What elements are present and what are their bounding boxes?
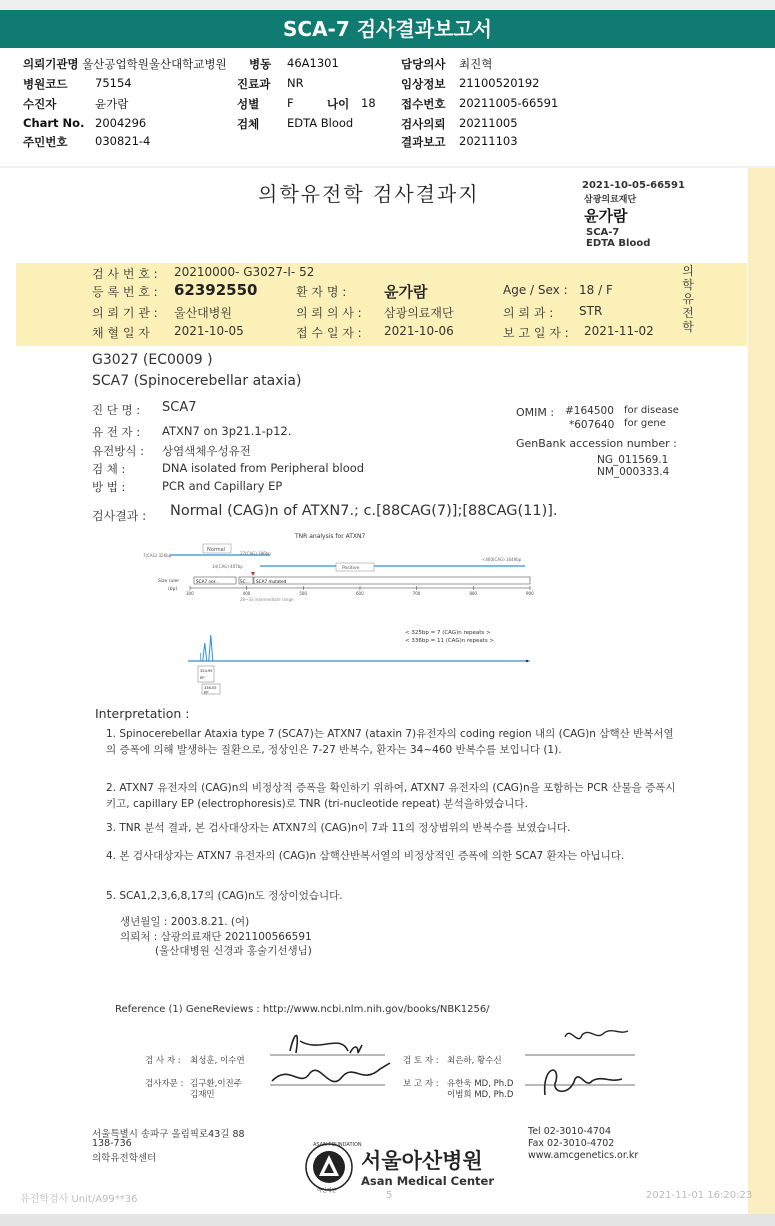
range-label: <460(CAG) 1649bp (482, 557, 522, 562)
reviewer: 최은하, 황수신 (447, 1056, 502, 1066)
chart-title: TNR analysis for ATXN7 (295, 533, 366, 540)
requester: 의뢰처 : 삼광의료재단 2021100566591 (120, 931, 312, 943)
ruler-tick-label: 800 (469, 591, 477, 596)
value: 울산대병원 (174, 306, 232, 320)
value: 46A1301 (287, 56, 339, 70)
tel: Tel 02-3010-4704 (528, 1126, 611, 1137)
positive-label: Positive (342, 566, 360, 571)
label: 의 뢰 의 사 : (296, 306, 362, 320)
postal-code: 138-736 (92, 1138, 132, 1149)
label: 진료과 (237, 77, 271, 91)
value: 18 (361, 96, 376, 110)
trace-endpoint (526, 660, 528, 662)
value: 75154 (95, 76, 132, 90)
value: 20211103 (459, 134, 518, 148)
label: 검체 (237, 117, 260, 131)
stamp-specimen: EDTA Blood (586, 238, 651, 249)
label: 의뢰기관명 (23, 57, 79, 71)
value: 20211005 (459, 116, 518, 130)
peak-label: 324.95 (200, 669, 213, 673)
seal-bottom-text: 아산재단 (317, 1188, 337, 1194)
footer-timestamp: 2021-11-01 16:20:23 (646, 1190, 753, 1201)
label: 등 록 번 호 : (92, 285, 158, 299)
range-label: 7(CAG) 326bp (143, 553, 172, 558)
label: 수진자 (23, 97, 57, 111)
label: 검 체 : (92, 462, 126, 476)
patient-name: 윤가람 (384, 283, 428, 301)
label: Age / Sex : (503, 283, 568, 297)
ruler-tick-label: 300 (186, 591, 194, 596)
bp-label: (bp) (168, 587, 178, 592)
reporter: 유한욱 MD, Ph.D (447, 1079, 514, 1089)
size-ruler-label: Size ruler (158, 579, 180, 584)
website: www.amcgenetics.or.kr (528, 1150, 639, 1161)
peak-label: EP (200, 676, 205, 680)
value: 윤가람 (95, 97, 129, 111)
label: 유전방식 : (92, 444, 144, 458)
birth-date: 생년월일 : 2003.8.21. (여) (120, 916, 250, 928)
signature-tester (290, 1035, 362, 1053)
label: 검사자문 : (145, 1079, 184, 1089)
interpretation-1: 1. Spinocerebellar Ataxia type 7 (SCA7)는 ATXN7 (ataxin 7)유전자의 coding region 내의 (CAG)n 삼핵산 반복서열의 증폭에 의해 발생하는 질환으로, 정상인은 7-27 반복수, 환자는 34~460 반복수를 보입니다 (1). (106, 728, 674, 756)
label: 결과보고 (401, 135, 446, 149)
value: 2004296 (95, 116, 147, 130)
value: 2021-10-06 (384, 324, 454, 338)
hospital-name-en: Asan Medical Center (361, 1174, 495, 1188)
result: Normal (CAG)n of ATXN7.; c.[88CAG(7)];[88CAG(11)]. (170, 503, 558, 519)
label: 진 단 명 : (92, 403, 141, 417)
value: EDTA Blood (287, 116, 354, 130)
electropherogram-chart (140, 528, 540, 695)
ruler-tick-label: 400 (242, 591, 251, 596)
tester: 최성훈, 이수연 (190, 1056, 245, 1066)
label: 접 수 일 자 : (296, 326, 362, 340)
omim-disease-note: for disease (624, 405, 679, 416)
report-title: SCA-7 검사결과보고서 (0, 10, 775, 48)
intermediate-label: 28~33 intermediate range (240, 597, 294, 602)
header-info (0, 48, 775, 166)
value: 20211005-66591 (459, 96, 559, 110)
right-strip (748, 168, 775, 1214)
segment-mutated (254, 577, 530, 584)
ruler-tick-label: 600 (356, 591, 364, 596)
value: 030821-4 (95, 134, 151, 148)
label: 담당의사 (401, 57, 446, 71)
range-label: 34(CAG) 407bp (212, 564, 243, 569)
label: 접수번호 (401, 97, 446, 111)
label: 환 자 명 : (296, 285, 347, 299)
label: 성별 (237, 97, 260, 111)
interpretation-heading: Interpretation : (95, 706, 190, 721)
interpretation-3: 3. TNR 분석 결과, 본 검사대상자는 ATXN7의 (CAG)n이 7과 11의 정상범위의 반복수를 보였습니다. (106, 822, 571, 834)
interpretation-2: 2. ATXN7 유전자의 (CAG)n의 비정상적 증폭을 확인하기 위하여, ATXN7 유전자의 (CAG)n을 포함하는 PCR 산물을 증폭시키고, capillary EP (electrophoresis)로 TNR (tri-nucleotide repeat) 분석을하였습니다. (106, 782, 676, 810)
label: 병원코드 (23, 77, 68, 91)
value: 18 / F (579, 283, 613, 297)
label: 임상정보 (401, 77, 446, 91)
ruler-tick-label: 900 (526, 591, 534, 596)
label: OMIM : (516, 406, 555, 419)
requester-note: (울산대병원 신경과 홍술기선생님) (155, 945, 312, 957)
fax: Fax 02-3010-4702 (528, 1138, 615, 1149)
scanned-report (0, 168, 775, 1214)
intermediate-marker-icon (251, 572, 255, 576)
value: 20210000- G3027-I- 52 (174, 265, 315, 279)
diagnosis: SCA7 (162, 400, 197, 415)
peak-label: 336.05 (204, 686, 217, 690)
label: 검 사 자 : (145, 1056, 181, 1066)
label: 검 사 번 호 : (92, 267, 158, 281)
label: 검사결과 : (92, 509, 147, 523)
label: 방 법 : (92, 480, 126, 494)
label: 병동 (249, 57, 272, 71)
reporter-2: 이범희 MD, Ph.D (447, 1090, 514, 1100)
ruler-tick-label: 700 (412, 591, 421, 596)
label: 의 뢰 기 관 : (92, 306, 158, 320)
stamp-name: 윤가람 (584, 207, 628, 225)
genbank-label: GenBank accession number : (516, 437, 677, 450)
footer-unit: 유전학검사 Unit/A99**36 (20, 1194, 138, 1205)
label: 의 뢰 과 : (503, 306, 554, 320)
label: 검사의뢰 (401, 117, 446, 131)
gene: ATXN7 on 3p21.1-p12. (162, 424, 292, 438)
value: 최진혁 (459, 57, 493, 71)
signature-reviewer (565, 1031, 628, 1039)
value: 삼광의료재단 (384, 306, 454, 320)
seal-top-text: ASAN FOUNDATION (313, 1142, 362, 1148)
trace-peak (209, 635, 213, 661)
segment-label: SCA7 nor... (196, 579, 219, 584)
advisor-2: 김재민 (190, 1090, 215, 1100)
legend-line: < 325bp = 7 (CAG)n repeats > (405, 630, 491, 636)
signature-reporter (545, 1070, 622, 1095)
signatures (230, 1023, 650, 1113)
vertical-label: 의학유전학 (682, 264, 694, 334)
label: Chart No. (23, 116, 85, 130)
peak-label: EP (204, 690, 209, 695)
reg-no: 62392550 (174, 281, 258, 299)
omim-disease: #164500 (565, 405, 614, 417)
range-label: 27(CAG) 386bp (240, 551, 271, 556)
stamp-test: SCA-7 (586, 227, 620, 238)
advisor: 김구환,이진주 (190, 1079, 242, 1089)
label: 유 전 자 : (92, 425, 141, 439)
genbank-nm: NM_000333.4 (597, 466, 670, 478)
test-code: G3027 (EC0009 ) (92, 352, 213, 368)
page-number: 5 (386, 1190, 393, 1201)
omim-gene-note: for gene (624, 418, 666, 429)
value: 21100520192 (459, 76, 540, 90)
stamp-org: 삼광의료재단 (584, 195, 637, 205)
address: 서울특별시 송파구 올림픽로43길 88 (92, 1129, 245, 1140)
label: 주민번호 (23, 135, 68, 149)
patient-band (16, 263, 747, 346)
signature-advisor (272, 1063, 390, 1082)
genbank-ng: NG_011569.1 (597, 454, 669, 466)
stamp-no: 2021-10-05-66591 (582, 180, 685, 191)
value: 2021-11-02 (584, 324, 654, 338)
reference: Reference (1) GeneReviews : http://www.ncbi.nlm.nih.gov/books/NBK1256/ (115, 1004, 490, 1015)
value: STR (579, 304, 603, 318)
method: PCR and Capillary EP (162, 479, 283, 493)
legend-line: < 336bp = 11 (CAG)n repeats > (405, 638, 495, 644)
test-name: SCA7 (Spinocerebellar ataxia) (92, 373, 302, 389)
asan-seal-icon (304, 1142, 354, 1192)
segment-label: SCA7 mutated (256, 579, 287, 584)
segment-label: SC... (240, 579, 250, 584)
specimen: DNA isolated from Peripheral blood (162, 461, 365, 475)
label: 보 고 자 : (403, 1079, 439, 1089)
value: NR (287, 76, 304, 90)
bottom-bar (0, 1214, 775, 1226)
label: 나이 (327, 97, 350, 111)
interpretation-4: 4. 본 검사대상자는 ATXN7 유전자의 (CAG)n 삼핵산반복서열의 비정상적인 증폭에 의한 SCA7 환자는 아닙니다. (106, 850, 625, 862)
trace-peak (203, 643, 207, 661)
value: F (287, 96, 294, 110)
omim-gene: *607640 (569, 419, 615, 431)
label: 검 토 자 : (403, 1056, 439, 1066)
value: 울산공업학원울산대학교병원 (82, 57, 227, 71)
report-heading: 의학유전학 검사결과지 (258, 182, 480, 206)
ruler-tick-label: 500 (299, 591, 307, 596)
inheritance: 상염색체우성유전 (162, 444, 251, 458)
label: 보 고 일 자 : (503, 326, 569, 340)
value: 2021-10-05 (174, 324, 244, 338)
normal-label: Normal (207, 547, 226, 553)
center-name: 의학유전학센터 (92, 1153, 157, 1164)
hospital-name-ko: 서울아산병원 (361, 1149, 483, 1173)
interpretation-5: 5. SCA1,2,3,6,8,17의 (CAG)n도 정상이었습니다. (106, 890, 343, 902)
label: 채 혈 일 자 (92, 326, 150, 340)
